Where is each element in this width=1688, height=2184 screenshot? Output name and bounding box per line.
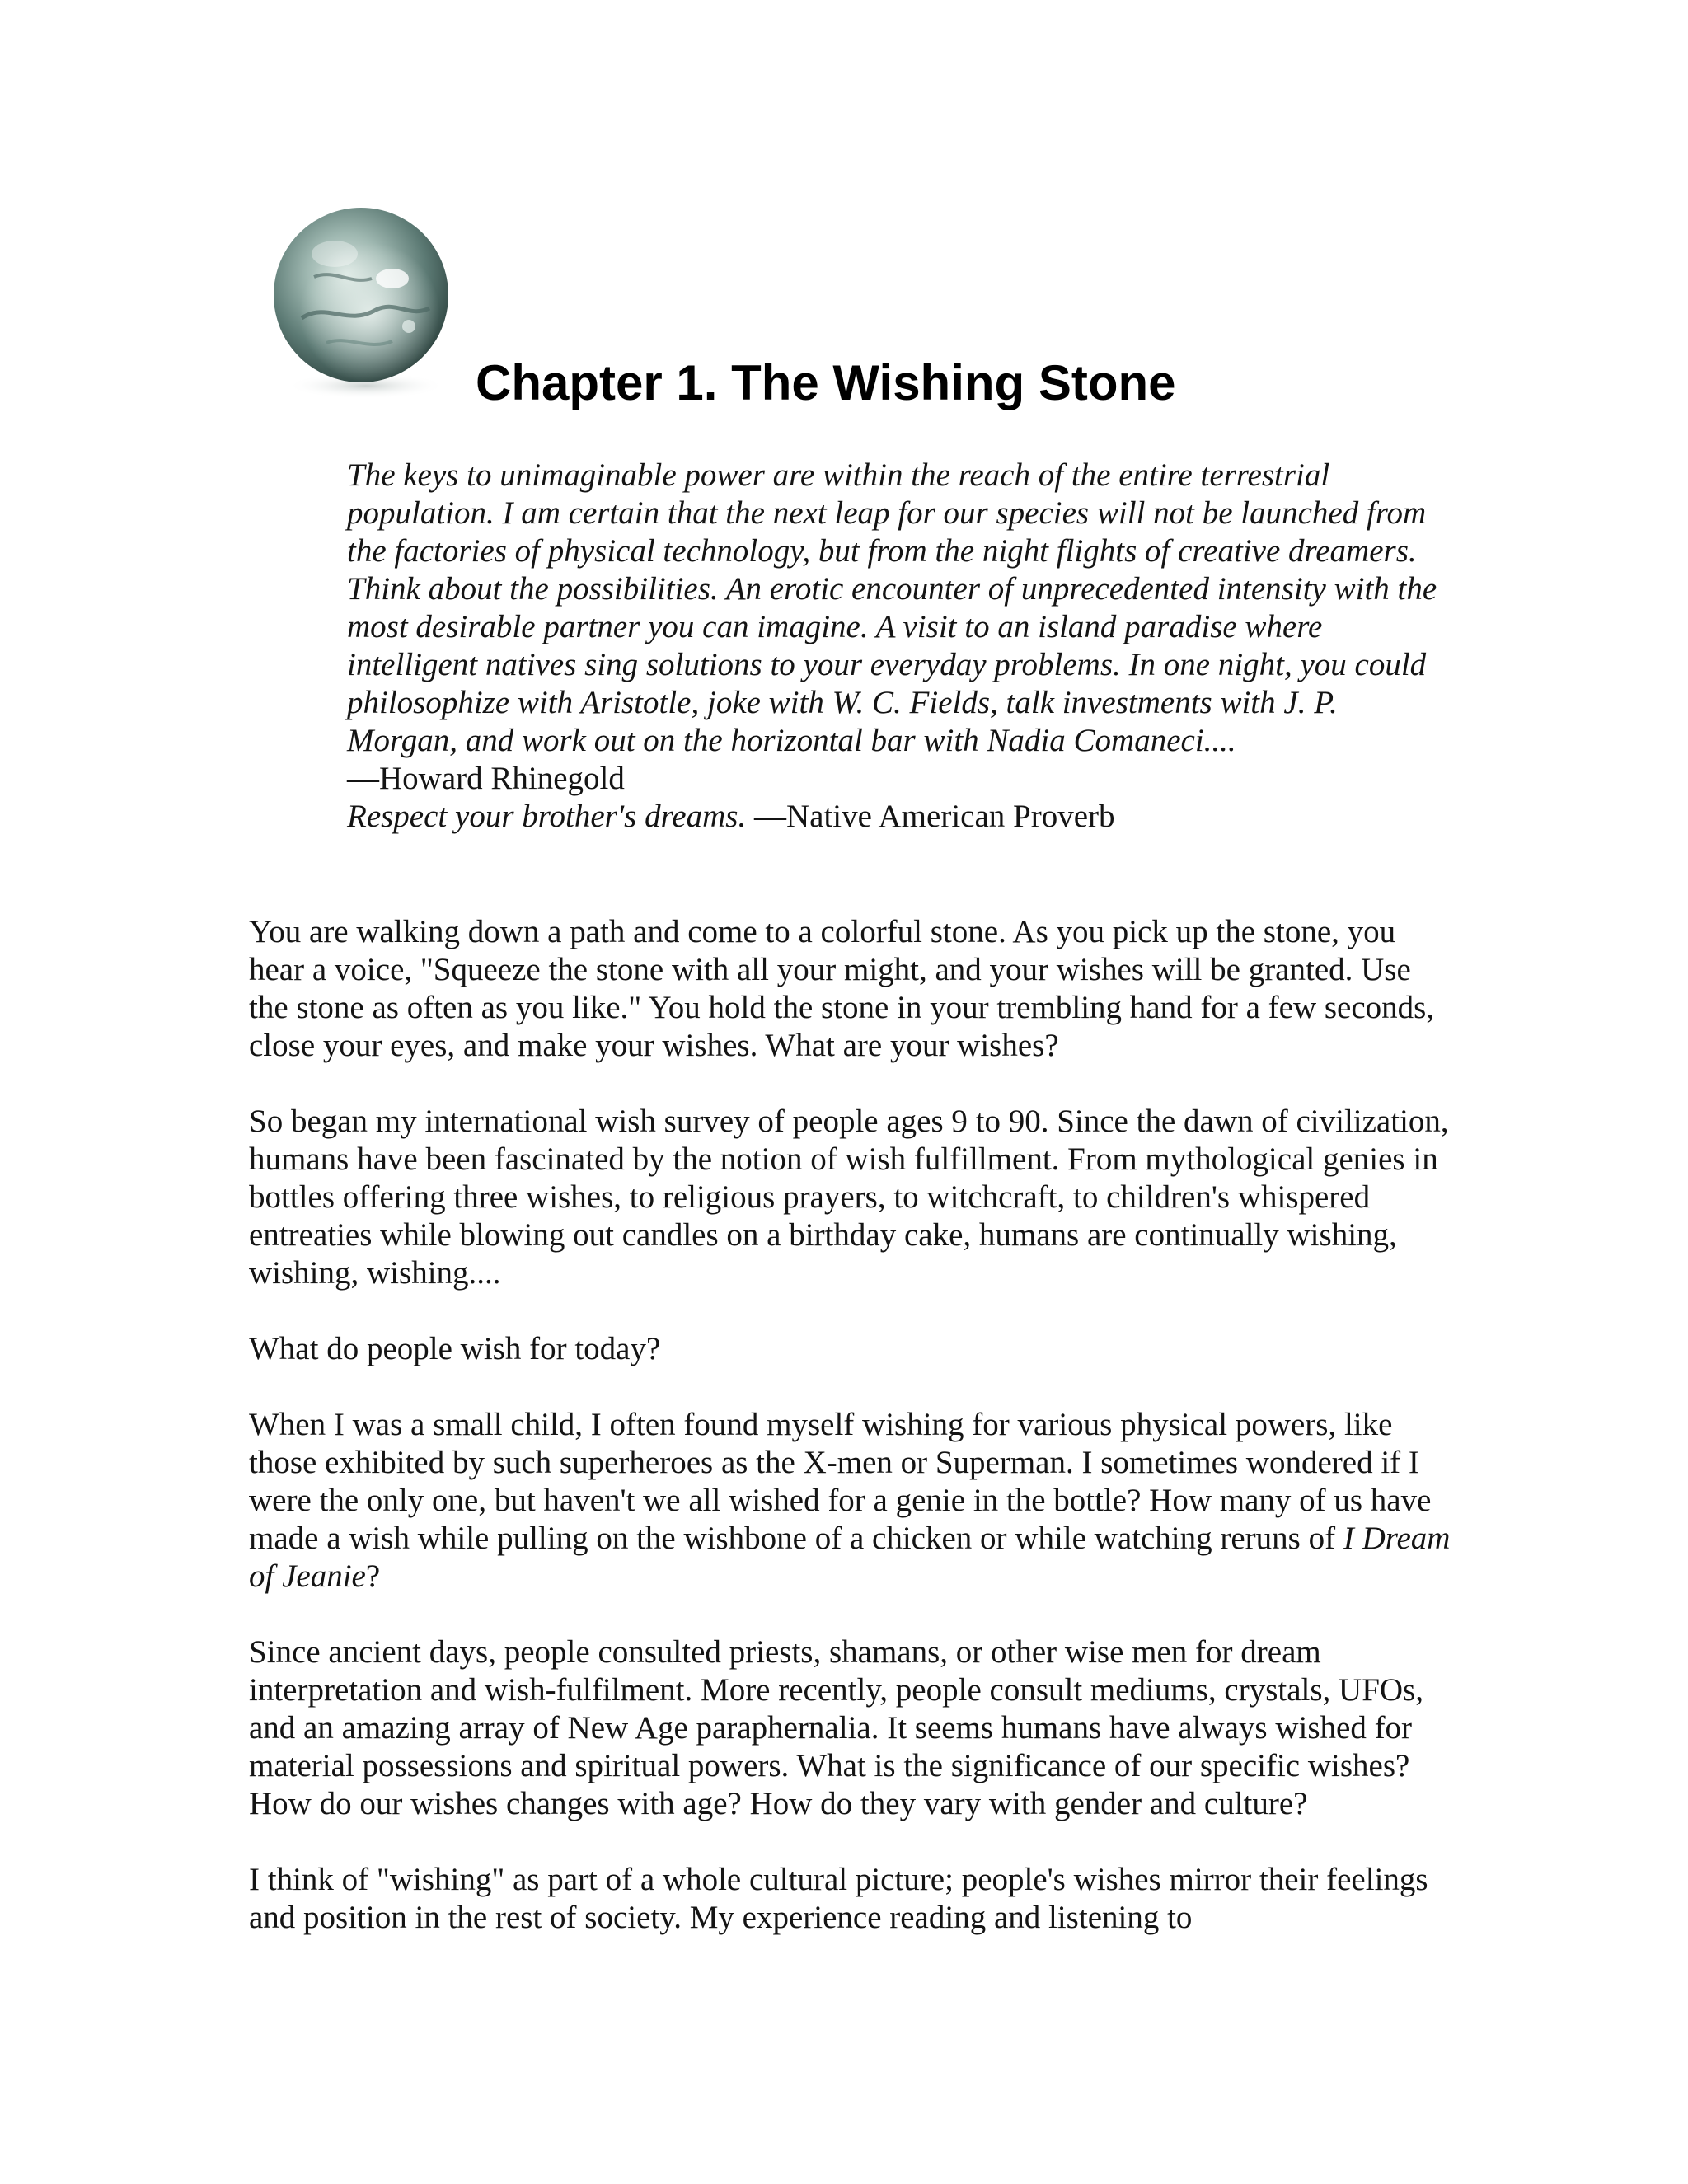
epigraph-quote: The keys to unimaginable power are within the reach of the entire terrestrial population. I am certain that the next leap for our species will not be launched from the factories of physical technology, but from the night flights of creative dreamers. Think about the possibilities. An erotic encounter of unprecedented intensity with the most desirable partner you can imagine. A visit to an island paradise where intelligent natives sing solutions to your everyday problems. In one night, you could philosophize with Aristotle, joke with W. C. Fields, talk investments with J. P. Morgan, and work out on the horizontal bar with Nadia Comaneci.... bbox=[347, 457, 1437, 758]
chapter-body bbox=[249, 913, 1452, 1975]
body-paragraph: Since ancient days, people consulted priests, shamans, or other wise men for dream interpretation and wish-fulfilment. More recently, people consult mediums, crystals, UFOs, and an amazing array of New Age paraphernalia. It seems humans have always wished for material possessions and spiritual powers. What is the significance of our specific wishes? How do our wishes changes with age? How do they vary with gender and culture? bbox=[249, 1634, 1423, 1821]
proverb-attribution: —Native American Proverb bbox=[746, 799, 1115, 834]
paragraph-end: ? bbox=[365, 1558, 381, 1594]
body-paragraph bbox=[249, 1406, 1452, 1596]
chapter-title: Chapter 1. The Wishing Stone bbox=[476, 355, 1176, 410]
epigraph-attribution: —Howard Rhinegold bbox=[347, 761, 625, 796]
body-paragraph: I think of "wishing" as part of a whole cultural picture; people's wishes mirror their feelings and position in the rest of society. My experience reading and listening to bbox=[249, 1862, 1428, 1935]
marble-icon bbox=[269, 203, 458, 401]
body-paragraph: You are walking down a path and come to a colorful stone. As you pick up the stone, you hear a voice, "Squeeze the stone with all your might, and your wishes will be granted. Use the stone as often as you like." You hold the stone in your trembling hand for a few seconds, close your eyes, and make your wishes. What are your wishes? bbox=[249, 914, 1435, 1063]
proverb-quote: Respect your brother's dreams. bbox=[347, 799, 747, 834]
show-title: I Dream of Jeanie bbox=[249, 1521, 1451, 1594]
paragraph-text: When I was a small child, I often found myself wishing for various physical powers, like those exhibited by such superheroes as the X-men or Superman. I sometimes wondered if I were the only one, but haven't we all wished for a genie in the bottle? How many of us have made a wish while pulling on the wishbone of a chicken or while watching reruns of bbox=[249, 1407, 1432, 1556]
wishing-stone-image bbox=[269, 203, 458, 401]
body-paragraph: What do people wish for today? bbox=[249, 1331, 661, 1366]
proverb-line bbox=[347, 798, 1443, 836]
epigraph-block bbox=[347, 457, 1443, 836]
body-paragraph: So began my international wish survey of people ages 9 to 90. Since the dawn of civilization, humans have been fascinated by the notion of wish fulfillment. From mythological genies in bottles offering three wishes, to religious prayers, to witchcraft, to children's whispered entreaties while blowing out candles on a birthday cake, humans are continually wishing, wishing, wishing.... bbox=[249, 1104, 1449, 1291]
